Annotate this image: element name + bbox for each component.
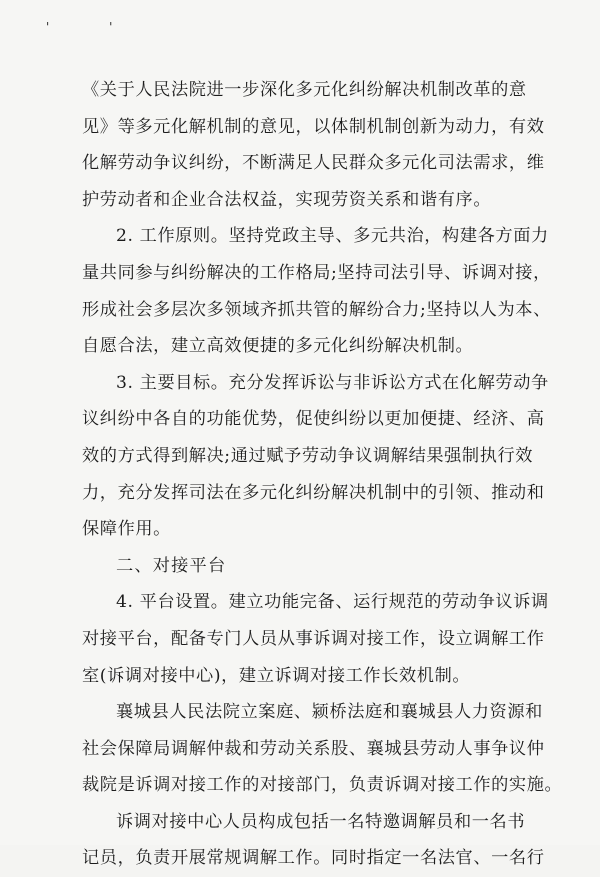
text-line: 保障作用。 (82, 519, 171, 540)
text-line: 化解劳动争议纠纷，不断满足人民群众多元化司法需求，维 (82, 153, 545, 174)
text-line: 对接平台，配备专门人员从事诉调对接工作，设立调解工作 (82, 628, 545, 649)
paragraph-platform-setup: 4. 平台设置。建立功能完备、运行规范的劳动争议诉调 (116, 592, 549, 613)
scan-marks: ' ' (46, 20, 141, 34)
text-line: 力，充分发挥司法在多元化纠纷解决机制中的引领、推动和 (82, 482, 545, 503)
text-line: 《关于人民法院进一步深化多元化纠纷解决机制改革的意 (82, 80, 527, 100)
text-line: 议纠纷中各自的功能优势，促使纠纷以更加便捷、经济、高 (82, 409, 545, 430)
text-line: 裁院是诉调对接工作的对接部门，负责诉调对接工作的实施。 (82, 775, 563, 796)
text-line: 社会保障局调解仲裁和劳动关系股、襄城县劳动人事争议仲 (82, 738, 545, 759)
section-heading: 二、对接平台 (116, 555, 227, 576)
document-body (82, 72, 563, 877)
paragraph-main-goals: 3. 主要目标。充分发挥诉讼与非诉讼方式在化解劳动争 (116, 372, 549, 393)
paragraph-center-staffing: 诉调对接中心人员构成包括一名特邀调解员和一名书 (116, 811, 526, 832)
text-line: 形成社会多层次多领域齐抓共管的解纷合力;坚持以人为本、 (82, 299, 551, 320)
text-line: 自愿合法，建立高效便捷的多元化纠纷解决机制。 (82, 336, 474, 357)
text-line: 量共同参与纠纷解决的工作格局;坚持司法引导、诉调对接， (82, 262, 551, 283)
text-line: 记员，负责开展常规调解工作。同时指定一名法官、一名行 (82, 848, 545, 869)
paragraph-work-principles: 2. 工作原则。坚持党政主导、多元共治，构建各方面力 (116, 226, 549, 247)
text-line: 护劳动者和企业合法权益，实现劳资关系和谐有序。 (82, 189, 492, 210)
text-line: 见》等多元化解机制的意见，以体制机制创新为动力，有效 (82, 116, 545, 137)
paragraph-docking-departments: 襄城县人民法院立案庭、颍桥法庭和襄城县人力资源和 (116, 702, 543, 723)
text-line: 室(诉调对接中心)，建立诉调对接工作长效机制。 (82, 665, 471, 686)
text-line: 效的方式得到解决;通过赋予劳动争议调解结果强制执行效 (82, 445, 534, 466)
